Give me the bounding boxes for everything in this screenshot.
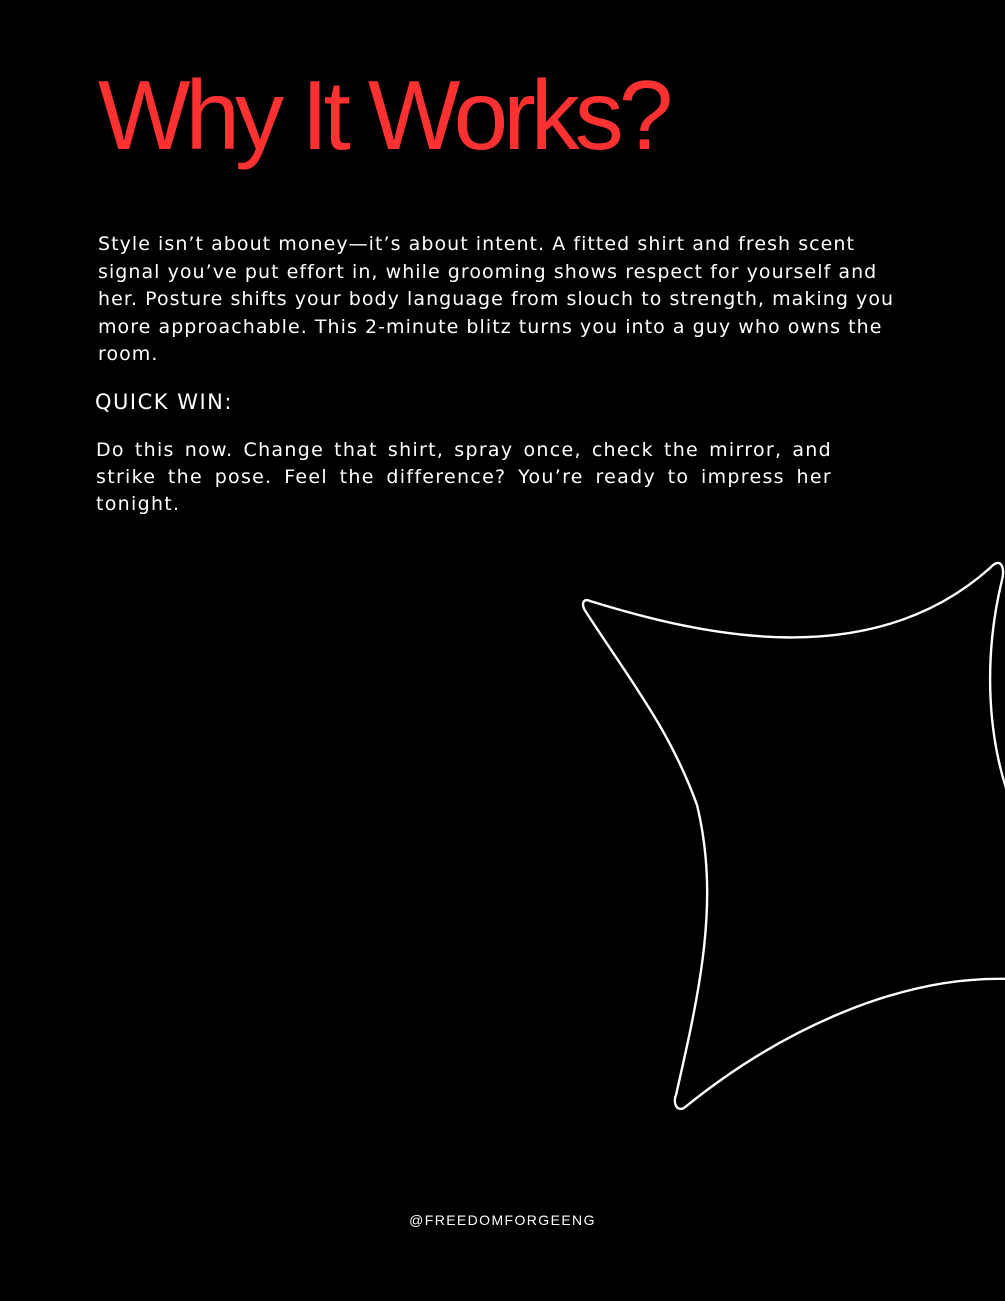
quick-win-heading: QUICK WIN: xyxy=(95,390,233,414)
page-title: Why It Works? xyxy=(98,60,669,170)
quick-win-paragraph: Do this now. Change that shirt, spray once, check the mirror, and strike the pose. Feel the difference? You’re ready to impress her tonight. xyxy=(96,439,832,515)
social-handle: @FREEDOMFORGEENG xyxy=(409,1212,596,1228)
body-paragraph: Style isn’t about money—it’s about intent. A fitted shirt and fresh scent signal you’ve put effort in, while grooming shows respect for yourself and her. Posture shifts your body language from slouch to strength, making you more approachable. This 2-minute blitz turns you into a guy who owns the room. xyxy=(98,233,895,365)
star-outline-path xyxy=(583,563,1005,1109)
